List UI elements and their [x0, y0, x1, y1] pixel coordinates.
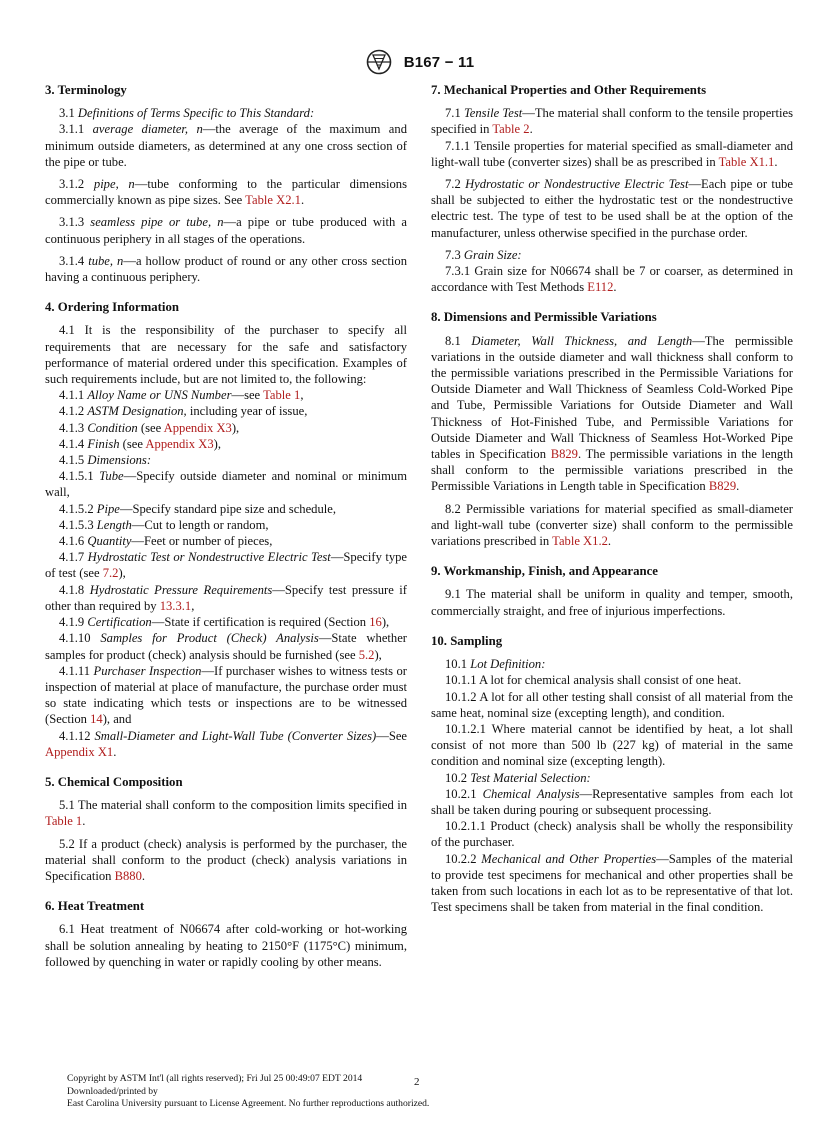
paragraph: 9.1 The material shall be uniform in quality and temper, smooth, commercially straight, and free of injurious imperfections. [431, 587, 793, 618]
section-13-3-1-link[interactable]: 13.3.1 [159, 598, 192, 613]
section-16-link[interactable]: 16 [369, 615, 382, 630]
paragraph: 7.3.1 Grain size for N06674 shall be 7 or coarser, as determined in accordance with Test Methods E112. [431, 264, 793, 295]
section-mechanical-properties [431, 82, 793, 295]
section-title: 9. Workmanship, Finish, and Appearance [431, 564, 658, 579]
section-title: 10. Sampling [431, 633, 503, 648]
list-item: 4.1.2 ASTM Designation, including year of issue, [59, 404, 308, 419]
section-title: 4. Ordering Information [45, 300, 180, 315]
section-title: 5. Chemical Composition [45, 774, 183, 789]
table-x1-2-link[interactable]: Table X1.2 [552, 534, 608, 549]
paragraph: 5.1 The material shall conform to the composition limits specified in Table 1. [45, 798, 407, 829]
paragraph: 10.2.2 Mechanical and Other Properties—Samples of the material to provide test specimens for mechanical and other properties shall be taken from such locations in each lot as to be representative of that lot. Test specimens shall be taken from material in the final condition. [431, 851, 793, 915]
footer-line: Copyright by ASTM Int'l (all rights reserved); Fri Jul 25 00:49:07 EDT 2014 [67, 1073, 363, 1084]
paragraph: 8.1 Diameter, Wall Thickness, and Length—The permissible variations in the outside diameter and wall thickness shall conform to the permissible variations prescribed in the Permissible Variations for Outside Diameter and Wall Thickness of Seamless Cold-Worked Pipe and Tube, Permissible Variations for Outside Diameter and Wall Thickness of Hot-Finished Tube, and Permissible Variations for Outside Diameter and Wall Thickness of Seamless Hot-Worked Pipe tables in Specification B829. The permissible variations in the length shall conform to the permissible variations prescribed in the Permissible Variations in Length table in Specification B829. [431, 333, 794, 494]
paragraph: 3.1.2 pipe, n—tube conforming to the particular dimensions commercially known as pipe sizes. See Table X2.1. [45, 177, 408, 208]
paragraph: 7.1 Tensile Test—The material shall conform to the tensile properties specified in Table 2. [431, 106, 793, 137]
paragraph: 6.1 Heat treatment of N06674 after cold-working or hot-working shall be solution annealing by heating to 2150°F (1175°C) minimum, followed by quenching in water or rapidly cooling by other means. [45, 922, 407, 969]
paragraph: 4.1 It is the responsibility of the purchaser to specify all requirements that are necessary for the safe and satisfactory performance of material ordered under this specification. Examples of such requirements include, but are not limited to, the following: [45, 323, 407, 387]
list-item: 4.1.9 Certification—State if certification is required (Section 16), [59, 615, 390, 630]
appendix-x3-link[interactable]: Appendix X3 [145, 436, 214, 451]
paragraph: 7.3 Grain Size: [445, 247, 522, 262]
list-item: 4.1.5.1 Tube—Specify outside diameter and nominal or minimum wall, [45, 469, 407, 500]
astm-logo-icon [364, 49, 394, 75]
paragraph: 10.1 Lot Definition: [445, 657, 546, 672]
b829-link[interactable]: B829 [708, 479, 737, 494]
copyright-footer [67, 1073, 429, 1111]
footer-line: Downloaded/printed by [67, 1085, 158, 1097]
section-ordering-information [45, 299, 407, 760]
paragraph: 10.2 Test Material Selection: [445, 770, 591, 785]
table-x1-1-link[interactable]: Table X1.1 [718, 154, 775, 169]
paragraph: 3.1.1 average diameter, n—the average of the maximum and minimum outside diameters, as determined at any one cross section of the pipe or tube. [45, 122, 407, 169]
e112-link[interactable]: E112 [587, 280, 614, 295]
section-terminology [45, 82, 407, 285]
footer-line: East Carolina University pursuant to License Agreement. No further reproductions authorized. [67, 1098, 430, 1109]
paragraph: 10.1.2.1 Where material cannot be identified by heat, a lot shall consist of not more than 500 lb (227 kg) of material in the same condition and nominal size (excepting length). [431, 721, 793, 769]
paragraph: 10.2.1.1 Product (check) analysis shall be wholly the responsibility of the purchaser. [431, 819, 793, 850]
appendix-x1-link[interactable]: Appendix X1 [45, 744, 114, 759]
list-item: 4.1.6 Quantity—Feet or number of pieces, [59, 534, 273, 549]
paragraph: 3.1.3 seamless pipe or tube, n—a pipe or tube produced with a continuous periphery in all stages of the operations. [45, 215, 407, 246]
right-column [431, 82, 793, 929]
document-id: B167 − 11 [403, 53, 475, 71]
table-2-link[interactable]: Table 2 [492, 122, 530, 137]
table-1-link[interactable]: Table 1 [45, 814, 83, 829]
list-item: 4.1.7 Hydrostatic Test or Nondestructive Electric Test—Specify type of test (see 7.2), [45, 550, 407, 581]
list-item: 4.1.5.2 Pipe—Specify standard pipe size and schedule, [59, 501, 336, 516]
paragraph: 10.1.2 A lot for all other testing shall consist of all material from the same heat, nominal size (excepting length), and condition. [431, 689, 793, 720]
paragraph: 7.1.1 Tensile properties for material specified as small-diameter and light-wall tube (converter sizes) shall be as prescribed in Table X1.1. [431, 138, 793, 169]
section-title: 6. Heat Treatment [45, 899, 145, 914]
section-title: 3. Terminology [45, 83, 127, 97]
list-item: 4.1.12 Small-Diameter and Light-Wall Tube (Converter Sizes)—See Appendix X1. [45, 728, 407, 759]
section-dimensions [431, 309, 793, 549]
paragraph: 3.1.4 tube, n—a hollow product of round or any other cross section having a continuous periphery. [45, 253, 408, 285]
section-5-2-link[interactable]: 5.2 [358, 647, 375, 662]
left-column [45, 82, 407, 984]
appendix-x3-link[interactable]: Appendix X3 [163, 420, 232, 435]
page-header [0, 49, 838, 75]
list-item: 4.1.1 Alloy Name or UNS Number—see Table 1, [59, 388, 304, 403]
paragraph: 7.2 Hydrostatic or Nondestructive Electric Test—Each pipe or tube shall be subjected to either the hydrostatic test or the nondestructive electric test. The type of test to be used shall be at the option of the manufacturer, unless otherwise specified in the purchase order. [431, 177, 794, 240]
list-item: 4.1.4 Finish (see Appendix X3), [59, 436, 221, 451]
page-number: 2 [414, 1076, 420, 1088]
paragraph: 10.1.1 A lot for chemical analysis shall consist of one heat. [445, 673, 742, 688]
section-workmanship [431, 563, 793, 619]
section-sampling [431, 633, 793, 915]
list-item: 4.1.5.3 Length—Cut to length or random, [59, 517, 269, 532]
paragraph: 3.1 Definitions of Terms Specific to This Standard: [59, 106, 315, 121]
list-item: 4.1.10 Samples for Product (Check) Analysis—State whether samples for product (check) analysis should be furnished (see 5.2), [45, 631, 407, 662]
paragraph: 10.2.1 Chemical Analysis—Representative samples from each lot shall be taken during pouring or subsequent processing. [431, 786, 793, 817]
list-item: 4.1.5 Dimensions: [59, 453, 152, 468]
section-title: 7. Mechanical Properties and Other Requirements [431, 83, 707, 97]
section-heat-treatment [45, 898, 407, 970]
b880-link[interactable]: B880 [114, 868, 142, 883]
section-7-2-link[interactable]: 7.2 [102, 566, 119, 581]
list-item: 4.1.3 Condition (see Appendix X3), [59, 420, 240, 435]
table-x2-1-link[interactable]: Table X2.1 [245, 193, 301, 208]
table-1-link[interactable]: Table 1 [263, 388, 301, 403]
section-14-link[interactable]: 14 [90, 712, 103, 727]
section-title: 8. Dimensions and Permissible Variations [431, 310, 657, 325]
list-item: 4.1.8 Hydrostatic Pressure Requirements—Specify test pressure if other than required by 13.3.1, [45, 582, 407, 613]
paragraph: 8.2 Permissible variations for material specified as small-diameter and light-wall tube (converter size) shall conform to the permissible variations prescribed in Table X1.2. [431, 501, 793, 549]
paragraph: 5.2 If a product (check) analysis is performed by the purchaser, the material shall conform to the product (check) analysis variations in Specification B880. [45, 836, 407, 883]
section-chemical-composition [45, 774, 407, 884]
list-item: 4.1.11 Purchaser Inspection—If purchaser wishes to witness tests or inspection of material at place of manufacture, the purchase order must so state indicating which tests or inspections are to be witnessed (Section 14), and [45, 663, 408, 727]
b829-link[interactable]: B829 [550, 447, 578, 462]
